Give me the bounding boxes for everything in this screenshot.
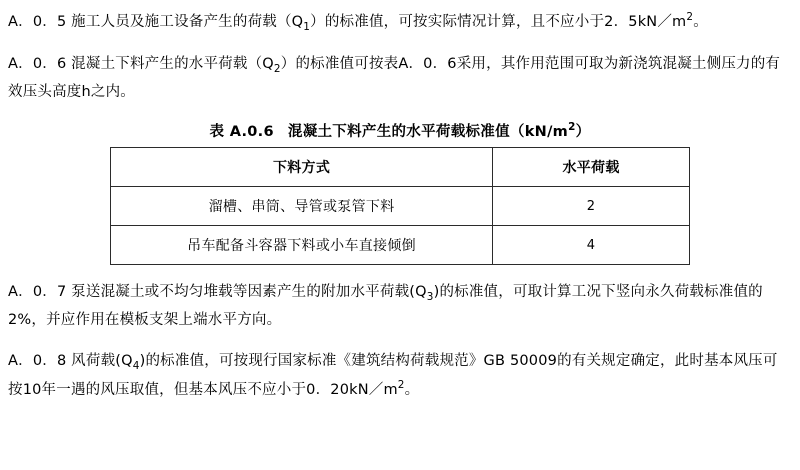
table-header-load: 水平荷载 — [493, 148, 690, 187]
horizontal-load-table — [110, 147, 690, 265]
table-caption-tail: ） — [575, 124, 591, 141]
paragraph-a-0-8-text — [8, 353, 778, 398]
text-run: 。 — [404, 382, 420, 399]
paragraph-a-0-7-text — [8, 284, 763, 328]
text-run: ）的标准值，可按实际情况计算，且不应小于2．5kN／m — [310, 13, 687, 30]
table-caption-unit-exponent: 2 — [568, 121, 576, 134]
table-header-row — [111, 148, 690, 187]
subscript: 2 — [273, 62, 281, 75]
table-block-a-0-6 — [0, 120, 800, 265]
text-run: A．0．8 风荷载(Q — [8, 353, 133, 370]
superscript: 2 — [397, 379, 405, 392]
table-cell-load: 4 — [493, 226, 690, 265]
table-header-method: 下料方式 — [111, 148, 493, 187]
table-caption — [0, 120, 800, 141]
paragraph-a-0-5 — [0, 0, 800, 37]
text-run: )的标准值，可按现行国家标准《建筑结构荷载规范》GB 50009的有关规定确定，此时基本风压可按10年一遇的风压取值，但基本风压不应小于0．20kN／m — [8, 353, 778, 399]
text-run: A．0．7 泵送混凝土或不均匀堆载等因素产生的附加水平荷载(Q — [8, 284, 427, 301]
subscript: 4 — [132, 359, 140, 372]
superscript: 2 — [686, 11, 694, 23]
subscript: 1 — [303, 20, 311, 33]
table-cell-method: 吊车配备斗容器下料或小车直接倾倒 — [111, 226, 493, 265]
text-run: )的标准值，可取计算工况下竖向永久荷载标准值的2%，并应作用在模板支架上端水平方向。 — [8, 284, 763, 329]
table-caption-number: 表 A.0.6 — [209, 124, 274, 141]
text-run: A．0．6 混凝土下料产生的水平荷载（Q — [8, 56, 274, 73]
paragraph-a-0-6 — [0, 51, 800, 106]
table-caption-title: 混凝土下料产生的水平荷载标准值（kN/m — [287, 124, 569, 141]
table-cell-load: 2 — [493, 187, 690, 226]
paragraph-a-0-8 — [0, 348, 800, 404]
paragraph-a-0-7 — [0, 279, 800, 334]
text-run: A．0．5 施工人员及施工设备产生的荷载（Q — [8, 13, 304, 30]
table-wrapper — [110, 147, 690, 265]
paragraph-a-0-5-text — [8, 11, 708, 33]
table-row — [111, 187, 690, 226]
text-run: ）的标准值可按表A．0．6采用，其作用范围可取为新浇筑混凝土侧压力的有效压头高度h之内。 — [8, 56, 781, 101]
table-row — [111, 226, 690, 265]
text-run: 。 — [693, 13, 708, 30]
table-cell-method: 溜槽、串筒、导管或泵管下料 — [111, 187, 493, 226]
subscript: 3 — [426, 290, 434, 303]
paragraph-a-0-6-text — [8, 56, 780, 100]
